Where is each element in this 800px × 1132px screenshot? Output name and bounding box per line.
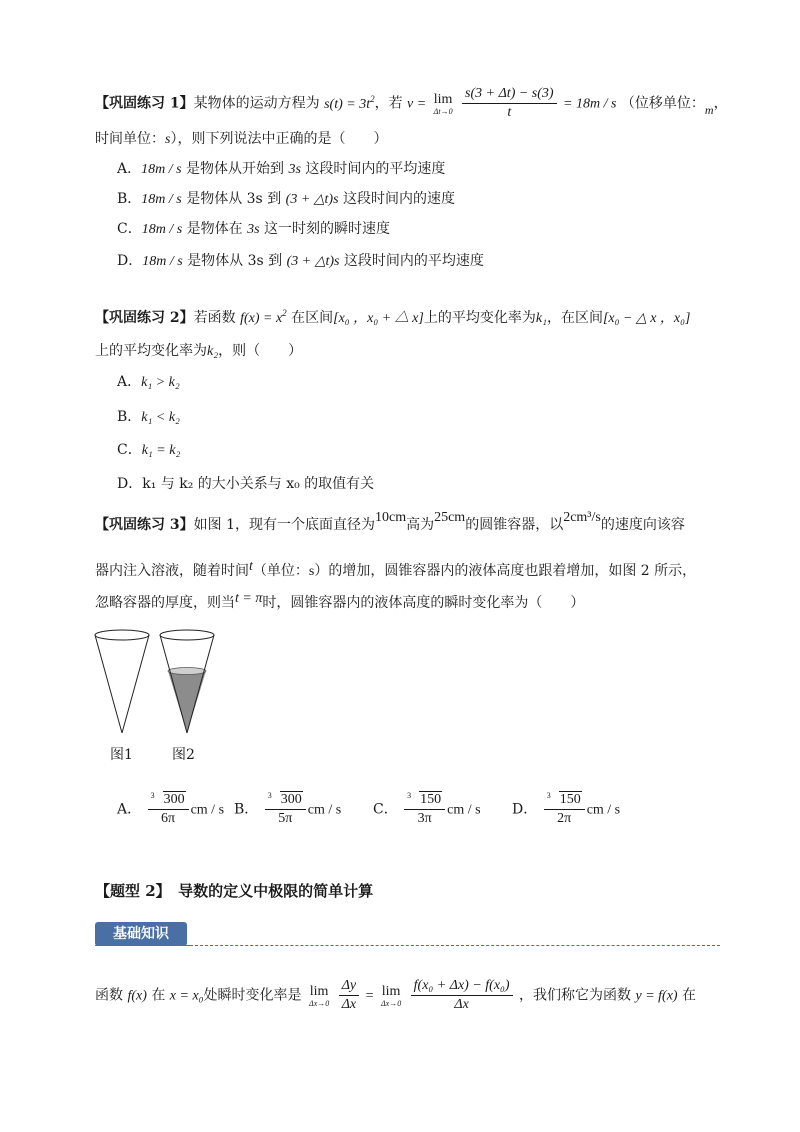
t-equals-pi: t = π (235, 591, 263, 606)
cone-figures (90, 625, 230, 745)
second-unit: s (308, 564, 315, 579)
ex3-text-2: 高为 (406, 517, 435, 533)
ex3-option-d[interactable]: D． 3 150 2π cm / s (512, 791, 621, 826)
ex1-text-1: 某物体的运动方程为 (193, 95, 320, 112)
ex2-option-d[interactable]: D．k₁ 与 k₂ 的大小关系与 x₀ 的取值有关 (117, 476, 375, 492)
ex3-text-1: 如图 1，现有一个底面直径为 (193, 517, 375, 533)
basic-knowledge-label: 基础知识 (95, 922, 187, 946)
ex2-text-4: ，在区间 (546, 310, 603, 326)
ex2-option-b[interactable]: B．k₁ < k₂ (117, 409, 180, 425)
interval-1: [x₀ ，x₀ + △ x] (333, 311, 424, 326)
ex3-line2-b: （单位： (252, 563, 309, 579)
ex2-text-1: 若函数 (193, 310, 236, 326)
ex1-option-a[interactable]: A．18m / s 是物体从开始到 3s 这段时间内的平均速度 (117, 161, 446, 177)
definition-line: 函数 f(x) 在 x = x₀处瞬时变化率是 lim Δx→0 $\frac{\Delta y}{\Delta x}$ = lim Δx→0 $\frac{\text{f(x₀ + Δx) − f(x₀)}}{\Delta x}$ ，我们称它为函数 y = f(x) 在 (95, 978, 697, 1012)
dy-over-dx: $\frac{\Delta y}{\Delta x}$ (339, 978, 359, 1013)
velocity-lhs: v = (407, 96, 427, 112)
ex2-line2-a: 上的平均变化率为 (95, 343, 207, 359)
cone-2 (160, 630, 214, 733)
def-x: x = x₀ (169, 988, 204, 1004)
exercise-2-tag: 【巩固练习 2】 (95, 310, 194, 326)
def-limit-1: lim Δx→0 (309, 983, 330, 1008)
exercise-3-line-2 (95, 560, 696, 580)
velocity-rhs: = 18m / s (563, 96, 617, 112)
ex1-option-d[interactable]: D．18m / s 是物体从 3s 到 (3 + △t)s 这段时间内的平均速度 (117, 253, 484, 269)
derivative-quotient: $\frac{\text{f(x₀ + Δx) − f(x₀)}}{\Delta x}$ (411, 978, 513, 1013)
ex1-text-3: （位移单位： (620, 95, 705, 112)
exercise-1-line-1 (95, 86, 728, 121)
figure-1-caption: 图1 (110, 747, 133, 763)
ex3-line3-b: 时，圆锥容器内的液体高度的瞬时变化率为（ ） (262, 595, 585, 611)
ex1-line2-a: 时间单位： (95, 131, 165, 147)
def-fx: f(x) (127, 988, 147, 1004)
ex2-line2-b: ，则（ ） (218, 343, 303, 359)
interval-2: [x₀ − △ x ，x₀] (602, 311, 691, 326)
ex1-option-b[interactable]: B．18m / s 是物体从 3s 到 (3 + △t)s 这段时间内的速度 (117, 191, 455, 207)
time-var: t (249, 559, 253, 574)
def-text-d: ，我们称它为函数 (519, 987, 632, 1004)
exercise-2-line-1 (95, 307, 690, 327)
fill-rate: 2cm³/s (563, 510, 601, 525)
exercise-2-line-2 (95, 340, 302, 360)
def-text-b: 在 (151, 987, 166, 1004)
ex1-option-c[interactable]: C．18m / s 是物体在 3s 这一时刻的瞬时速度 (117, 221, 390, 237)
cone-1 (95, 630, 149, 733)
exercise-3-tag: 【巩固练习 3】 (95, 517, 194, 533)
ex3-line2-a: 器内注入溶液，随着时间 (95, 563, 249, 579)
figure-2-caption: 图2 (172, 747, 195, 763)
exercise-1-line-2 (95, 128, 387, 148)
ex2-option-c[interactable]: C．k₁ = k₂ (117, 442, 181, 458)
ex3-option-c[interactable]: C． 3 150 3π cm / s (373, 791, 481, 826)
section-title: 【题型 2】 导数的定义中极限的简单计算 (95, 882, 374, 900)
difference-quotient: $\frac{s(3 + \Delta t) - s(3)}{t}$ (462, 86, 557, 121)
height: 25cm (434, 510, 466, 525)
def-text-e: 在 (682, 987, 697, 1004)
exercise-1-tag: 【巩固练习 1】 (95, 95, 194, 112)
ex3-line3-a: 忽略容器的厚度，则当 (95, 595, 235, 611)
k1-symbol: k₁ (535, 311, 547, 326)
def-text-c: 处瞬时变化率是 (203, 987, 302, 1004)
exercise-3-line-3 (95, 592, 584, 612)
unit-m: m (704, 102, 714, 117)
k2-symbol: k₂ (207, 344, 219, 359)
function-def: $f(x) = x^2$ (240, 308, 287, 326)
diameter: 10cm (374, 510, 407, 525)
ex3-text-4: 的速度向该容 (600, 517, 685, 533)
limit-op: lim Δt→0 (433, 91, 453, 116)
ex3-option-a[interactable]: A． 3 300 6π cm / s (117, 791, 225, 826)
ex2-option-a[interactable]: A．k₁ > k₂ (117, 374, 180, 390)
ex3-line2-c: ）的增加，圆锥容器内的液体高度也跟着增加，如图 2 所示， (314, 563, 697, 579)
motion-equation: $s(t) = 3t^2$ (324, 93, 375, 112)
def-limit-2: lim Δx→0 (380, 983, 402, 1008)
def-text-a: 函数 (95, 987, 123, 1004)
exercise-3-line-1 (95, 510, 685, 534)
def-y: y = f(x) (635, 988, 678, 1004)
ex3-text-3: 的圆锥容器，以 (465, 517, 564, 533)
ex2-text-2: 在区间 (291, 310, 334, 326)
ex1-comma: ， (713, 95, 728, 112)
ex2-text-3: 上的平均变化率为 (423, 310, 536, 326)
section-underline (95, 945, 190, 946)
unit-s: s (165, 132, 171, 147)
ex3-option-b[interactable]: B． 3 300 5π cm / s (234, 791, 342, 826)
section-dashed-divider (190, 945, 720, 946)
ex1-line2-b: ），则下列说法中正确的是（ ） (170, 131, 388, 147)
ex1-text-2: ，若 (374, 95, 403, 112)
